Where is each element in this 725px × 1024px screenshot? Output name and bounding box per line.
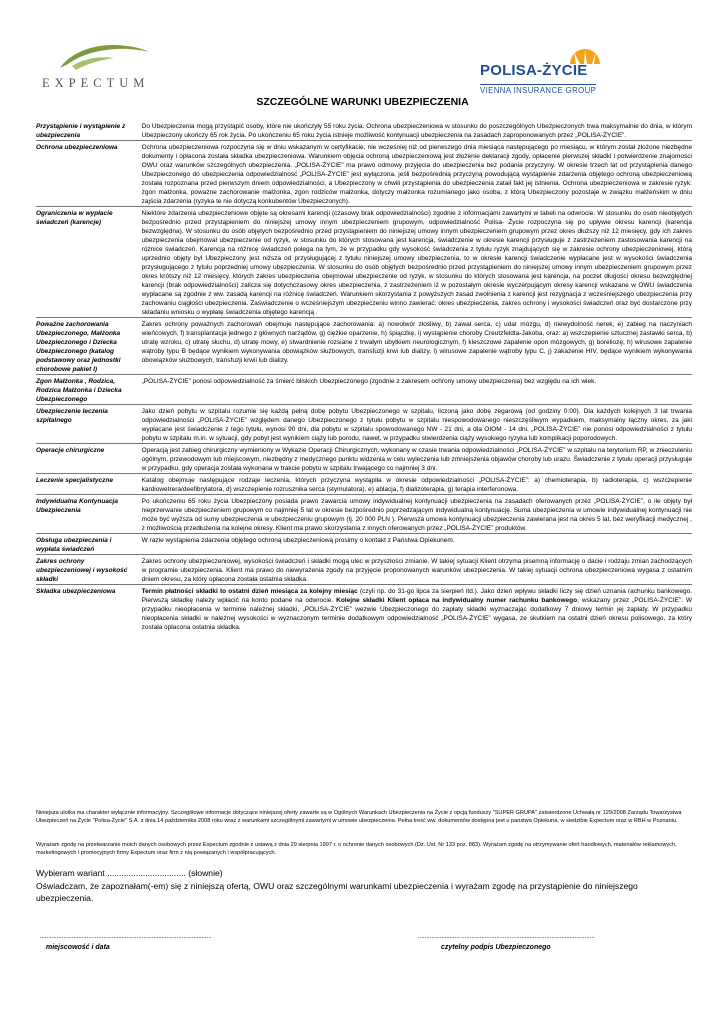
term-bold-text: Termin płatności składki to ostatni dzień miesiąca za kolejny miesiąc: [141, 588, 358, 595]
term-text-part: (czyli np. do 31-go lipca za sierpień itd.). Jako dzień wpływu składki liczy się dzień uznania rachunku bankowego. Pierwszą składkę należy wpłacić na konto podane na odwrocie.: [141, 588, 692, 604]
term-row-waiting-periods: [36, 207, 692, 318]
term-row-continuation: [36, 495, 692, 534]
term-label: Obsługa ubezpieczenia i wypłata świadczeń: [36, 534, 138, 555]
term-label: Przystąpienie i wystąpienie z ubezpieczenia: [36, 123, 126, 139]
expectum-logo: [30, 38, 190, 98]
term-text: „POLISA-ŻYCIE” ponosi odpowiedzialność za śmierć bliskich Ubezpieczonego (zgodnie z zakresem ochrony umowy ubezpieczenia) bez względu na ich wiek.: [138, 375, 692, 405]
term-text: [138, 585, 692, 633]
term-row-claims: [36, 534, 692, 555]
info-footnote: Niniejsza ulotka ma charakter wyłącznie informacyjny. Szczegółowe informacje dotyczące niniejszej oferty zawarte są w Ogólnych Warunkach Ubezpieczenia na Życie z opcją funduszy "SUPER GRUPA" zatwierdzone Uchwałą nr 129/2008 Zarządu Towarzystwa Ubezpieczeń na Życie "Polisa-Życie" S.A. z dnia 14 października 2008 roku wraz z warunkami szczególnymi zawartymi w umowie ubezpieczenia. Pełna treść ww. dokumentów dostępna jest u panstwa Opiekuna, w siedzibie Expectum oraz w RBH w Poznaniu.: [36, 810, 682, 824]
term-text-part: , wskazany przez „POLISA-ŻYCIE”. W przypadku nieopłacenia w terminie należnej składki, „POLISA-ŻYCIE” wezwie Ubezpieczonego do zapłaty składki wyznaczając dodatkowy 7 dniowy termin jej zapłaty. W przypadku nieopłacenia składki w należnej wysokości w wyznaczonym terminie dodatkowym odpowiedzialność „POLISA-ŻYCIE” wygasa, ze skutkiem na ostatni dzień okresu polisowego, za który została opłacona ostatnia składka.: [141, 597, 692, 631]
term-label: Zakres ochrony ubezpieczeniowej i wysokość składki: [36, 555, 138, 585]
term-label: Zgon Małżonka , Rodzica, Rodzica Małżonka i Dziecka Ubezpieczonego: [36, 375, 138, 405]
term-row-family-death: [36, 375, 692, 405]
term-text: Po ukończeniu 65 roku życia Ubezpieczony posiada prawo zawarcia umowy indywidualnej kontynuacji ubezpieczenia na zasadach oferowanych przez „POLISA-ŻYCIE”, o ile objęty był nieprzerwanie ubezpieczeniem grupowym co najmniej 5 lat w okresie bezpośrednio poprzedzającym indywidualną kontynuację. Suma ubezpieczenia w umowie indywidualnej kontynuacji nie może być wyższa od sumy ubezpieczenia w ubezpieczeniu grupowym (tj. 20 000 PLN ). Pierwsza umowa kontynuacji ubezpieczenia zawierana jest na okres 5 lat, bez weryfikacji medycznej , z możliwością przedłużenia na kolejne okresy. Klient ma prawo skorzystania z innych oferowanych przez „POLISA-ŻYCIE” produktów.: [138, 495, 692, 534]
place-date-line[interactable]: .......................................................................................................: [40, 934, 212, 940]
term-row-specialist: [36, 474, 692, 495]
polisa-zycie-logo: [478, 48, 688, 96]
polisa-zycie-wordmark: POLISA-ŻYCIE: [480, 62, 588, 79]
term-row-coverage: [36, 141, 692, 207]
term-label: Składka ubezpieczeniowa: [36, 585, 138, 633]
term-row-hospital: [36, 405, 692, 444]
term-text: Niektóre zdarzenia ubezpieczeniowe objęte są okresami karencji (czasowy brak odpowiedzialności) zgodnie z informacjami zawartymi w tabeli na odwrocie. W stosunku do osób nieobjętych bezpośrednio przed przystąpieniem do niniejszej umowy innym ubezpieczeniem grupowym, odpowiedzialność Polisa- Życie rozpoczyna się po upływie okresu karencji (karencja bezwzględna). W stosunku do osób objętych bezpośrednio przed przystąpieniem do niniejszej umowy innym ubezpieczeniem grupowym przez okres dłuższy niż 12 miesięcy, gdy ich zakres ubezpieczenia obejmował ubezpieczenie od ryzyk, w stosunku do których stosowana jest karencja, świadczenie w okresie karencji przysługuje z zastrzeżeniem zastosowania karencji na różnice świadczeń. Karencja na różnicę świadczeń polega na tym, że w przypadku gdy wysokość świadczenia z tytułu ryzyk znajdujących się w zakresie ochrony ubezpieczeniowej, którą uprzednio objęty był Ubezpieczony jest niższa od przysługującej z tytułu niniejszej umowy ubezpieczenia, to w okresie karencji świadczenie wypłacane jest w wysokości świadczenia przysługującego z tytułu poprzedniej umowy ubezpieczenia. W stosunku do osób objętych bezpośrednio przed przystąpieniem do niniejszej umowy innym ubezpieczeniem grupowym przez okres krótszy niż 12 miesięcy, których zakres ubezpieczenia obejmował ubezpieczenie od ryzyk, w stosunku do których stosowana jest karencja, na poczet długości okresu bezwzględnej karencji (brak odpowiedzialności) zalicza się dotychczasowy okres ubezpieczenia, z zastrzeżeniem iż w pozostałym okresie wyczerpującym okresy karencji wskazane w OWU świadczenia wypłacane są zgodnie z ww. zasadą karencji na różnicę świadczeń. Warunkiem skorzystania z powyższych zasad zwolnienia z karencji jest rezygnacja z wcześniejszego ubezpieczenia przy zachowaniu ciągłości ubezpieczenia. Zaświadczenie o wcześniejszym ubezpieczeniu winno zawierać: okres ubezpieczenia, zakres ochrony i wysokości świadczeń oraz być dostarczone przy składaniu wniosku o wypłatę świadczenia objętego karencją .: [138, 207, 692, 318]
term-text: Zakres ochrony poważnych zachorowań obejmuje następujące zachorowania: a) nowotwór złośliwy, b) zawał serca, c) udar mózgu, d) niewydolność nerek, e) zabieg na naczyniach wieńcowych, f) transplantacja jednego z głównych narządów, g) ciężkie oparzenie, h) śpiączkę, i) wystąpienie choroby Creutzfeldta-Jakoba, oraz: a) wszczepienie sztucznej zastawki serca, b) utratę wzroku, c) utratę słuchu, d) utratę mowy, e) stwardnienie rozsiane z trwałym ubytkiem neurologicznym, f) kleszczowe zapalenie opon mózgowych, g) boreliozę, h) wirusowe zapalenie wątroby typu B będące wynikiem wykonywania obowiązków służbowych, transfuzji krwi lub dializy, i) wirusowe zapalenie wątroby typu C, j) zakażenie HIV, będące wynikiem wykonywania obowiązków służbowych, transfuzji krwii lub dializy.: [138, 318, 692, 375]
signature-label: czytelny podpis Ubezpieczonego: [441, 944, 551, 951]
term-row-scope-premium: [36, 555, 692, 585]
term-row-surgery: [36, 444, 692, 474]
term-text: W razie wystąpienia zdarzenia objętego ochroną ubezpieczeniową prosimy o kontakt z Państwa Opiekunem.: [138, 534, 692, 555]
term-label: Operacje chirurgiczne: [36, 444, 138, 474]
term-row-premium-payment: [36, 585, 692, 633]
term-label: Indywidualna Kontynuacja Ubezpieczenia: [36, 495, 138, 534]
term-row-serious-illness: [36, 318, 692, 375]
variant-line[interactable]: Wybieram wariant ................................. (słownie): [36, 868, 223, 878]
term-bold-text: Kolejne składki Klient opłaca na indywidualny numer rachunku bankowego: [336, 597, 578, 604]
term-row-eligibility: [36, 120, 692, 141]
terms-table: [36, 120, 692, 632]
declaration-text: Oświadczam, że zapoznałam(-em) się z niniejszą ofertą, OWU oraz szczególnymi warunkami ubezpieczenia i wyrażam zgodę na przystąpienie do niniejszego ubezpieczenia.: [36, 881, 638, 903]
vienna-group-subtitle: VIENNA INSURANCE GROUP: [480, 86, 597, 95]
term-label: Ograniczenia w wypłacie świadczeń (karencje): [36, 207, 138, 318]
term-label: Leczenie specjalistyczne: [36, 474, 138, 495]
term-text: Jako dzień pobytu w szpitalu rozumie się każdą pełną dobę pobytu Ubezpieczonego w szpitalu, liczoną jako dobę zegarową (od godziny 0:00). Dla każdych kolejnych 3 lat trwania odpowiedzialności „POLISA-ŻYCIE” względem danego Ubezpieczonego z tytułu pobytu w szpitalu niespowodowanego nieszczęśliwym wypadkiem, maksymalny łączny okres, za jaki wypłacane jest świadczenie z tego tytułu, wynosi 90 dni, dla pobytu w szpitalu spowodowanego NW - 21 dni, a dla OIOM - 14 dni. „POLISA-ŻYCIE” nie ponosi odpowiedzialności z tytułu pobytu w szpitalu m.in. w sytuacji, gdy pobyt jest wynikiem ciąży lub porodu, nawet, w przypadku stwierdzenia ciąży wysokiego ryzyka lub komplikacji poporodowych.: [138, 405, 692, 444]
signature-line[interactable]: ..........................................................................................................: [418, 934, 595, 940]
term-text: Ochrona ubezpieczeniowa rozpoczyna się w dniu wskazanym w certyfikacie, nie wcześniej niż od pierwszego dnia miesiąca następującego po miesiącu, w którym został złożone niezbędne dokumenty i opłacona została składka ubezpieczeniowa. Warunkiem objęcia ochroną ubezpieczeniową jest złożenie deklaracji zgody, opłacenie pierwszej składki i potwierdzenie znajomości OWU oraz warunków szczególnych ubezpieczenia. „POLISA-ŻYCIE” ma prawo odmowy przyjęcia do ubezpieczenia bez podania przyczyny. W okresie trzech lat od przystąpienia danego Ubezpieczonego do ubezpieczenia odpowiedzialność „POLISA-ŻYCIE” jest wyłączona, jeśli bezpośrednią przyczyną powodującą wystąpienie zdarzenia objętego ochroną ubezpieczeniową została rozpoznana przed pierwszym dniem odpowiedzialności, a Ubezpieczony w chwili przystąpienia do ubezpieczenia zataił fakt jej istnienia. Ochrona ubezpieczeniowa w zakresie ryzyk: zgon małżonka, poważne zachorowanie małżonka, zgon rodziców małżonka, dotyczy małżonka rozumianego jako osoba, z którą Ubezpieczony pozostaje w związku małżeńskim w dniu zajścia zdarzenia (ryzyka te nie dotyczą konkubentów Ubezpieczonych).: [138, 141, 692, 207]
place-date-label: miejscowość i data: [46, 944, 110, 951]
term-text: Zakres ochrony ubezpieczeniowej, wysokości świadczeń i składki mogą ulec w przyszłości zmianie. W takiej sytuacji Klient otrzyma pisemną informację o dacie i rodzaju zmian zachodzących w programie ubezpieczenia. Klient ma prawo do niewyrażenia zgody na przyjęcie proponowanych warunków ubezpieczenia. W takiej sytuacji ochrona ubezpieczeniowa wygasa z ostatnim dniem okresu, za który opłacona została ostatnia składka.: [138, 555, 692, 585]
term-label: Poważne zachorowania Ubezpieczonego, Małżonka Ubezpieczonego i Dziecka Ubezpieczonego (katalog podstawowy oraz jednostki chorobowe pakiet I): [36, 318, 138, 375]
term-text: Katalog obejmuje następujące rodzaje leczenia, których przyczyna wystąpiła w okresie odpowiedzialności „POLISA-ŻYCIE”: a) chemioterapia, b) radioterapia, c) wszczepienie kardiowetrera/deefibrylatora, d) wszczepienie rozrusznika serca (stymulatora), e) ablacja, f) dializoterapia, g) terapia interferonowa.: [138, 474, 692, 495]
expectum-wordmark: EXPECTUM: [42, 76, 150, 90]
document-title: SZCZEGÓLNE WARUNKI UBEZPIECZENIA: [256, 96, 469, 108]
term-label: Ochrona ubezpieczeniowa: [36, 141, 138, 207]
consent-footnote: Wyrażam zgodę na przetwarzanie moich danych osobowych przez Expectum zgodnie z ustawą z dnia 29 sierpnia 1997 r. o ochronie danych osobowych (Dz. Ust. Nr 133 poz. 883). Wyrażam zgodę na otrzymywanie ofert handlowych, materiałów reklamowych, marketingowych i promocyjnych firmy Expectum oraz firm z nią powiązanych i współpracujących.: [36, 842, 677, 856]
term-label: Ubezpieczenie leczenia szpitalnego: [36, 405, 138, 444]
term-text: Do Ubezpieczenia mogą przystąpić osoby, które nie ukończyły 55 roku życia. Ochrona ubezpieczeniowa w stosunku do poszczególnych Ubezpieczonych trwa maksymalnie do dnia, w którym Ubezpieczony ukończy 65 rok życia. Po ukończeniu 65 roku życia istnieje możliwość kontynuacji ubezpieczenia na zasadach zaproponowanych przez „POLISA-ŻYCIE”.: [141, 123, 692, 139]
term-text: Operacją jest zabieg chirurgiczny wymieniony w Wykazie Operacji Chirurgicznych, wykonany w czasie trwania odpowiedzialności „POLISA-ŻYCIE” w szpitalu na terytorium RP, w znieczuleniu ogólnym, przewodowym lub miejscowym, niezbędny z medycznego punktu widzenia w celu wyleczenia lub zmniejszenia objawów choroby lub urazu. Świadczenie z tytułu operacji przysługuje w przypadku, gdy operacja została wykonana w trakcie pobytu w szpitalu trwającego co najmniej 3 dni.: [138, 444, 692, 474]
